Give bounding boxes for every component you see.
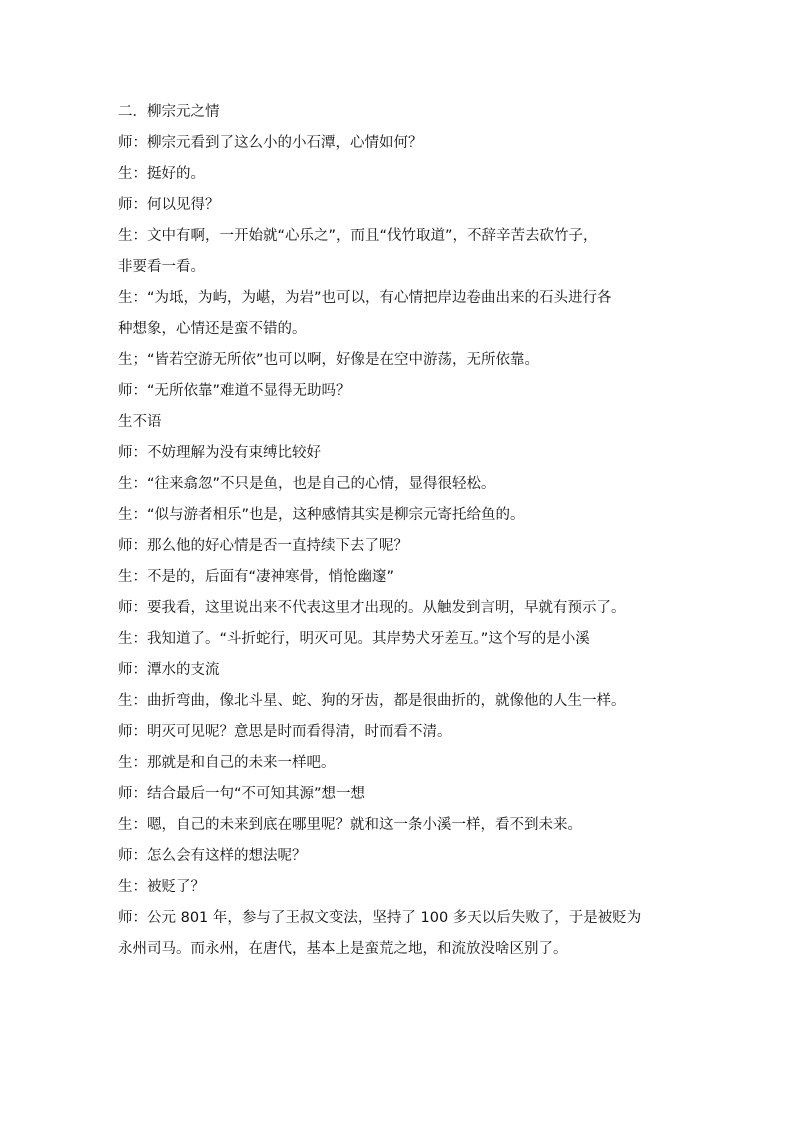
text-line: 生：嗯，自己的未来到底在哪里呢？就和这一条小溪一样，看不到未来。 [118,817,582,833]
text-line: 师：要我看，这里说出来不代表这里才出现的。从触发到言明，早就有预示了。 [118,600,626,616]
text-line: 生：“似与游者相乐”也是，这种感情其实是柳宗元寄托给鱼的。 [118,507,525,523]
text-line: 永州司马。而永州，在唐代，基本上是蛮荒之地，和流放没啥区别了。 [118,941,568,957]
section-heading: 二．柳宗元之情 [118,104,220,120]
document-body [118,97,678,965]
text-line: 师：结合最后一句“不可知其源”想一想 [118,786,366,802]
text-line: 生：挺好的。 [118,166,205,182]
text-line: 生：不是的，后面有“凄神寒骨，悄怆幽邃” [118,569,395,585]
text-line: 师：“无所依靠”难道不显得无助吗？ [118,383,351,399]
text-line: 生：“为坻，为屿，为嵁，为岩”也可以，有心情把岸边卷曲出来的石头进行各 [118,290,612,306]
text-line: 师：柳宗元看到了这么小的小石潭，心情如何？ [118,135,423,151]
text-line: 师：何以见得？ [118,197,220,213]
text-line: 生：那就是和自己的未来一样吧。 [118,755,336,771]
text-line: 生：“往来翕忽”不只是鱼，也是自己的心情，显得很轻松。 [118,476,496,492]
text-line: 生不语 [118,414,162,430]
text-line: 师：潭水的支流 [118,662,220,678]
text-line: 生；“皆若空游无所依”也可以啊，好像是在空中游荡，无所依靠。 [118,352,540,368]
text-line: 师：那么他的好心情是否一直持续下去了呢？ [118,538,408,554]
text-line: 师：不妨理解为没有束缚比较好 [118,445,321,461]
text-line: 种想象，心情还是蛮不错的。 [118,321,307,337]
text-line: 生：文中有啊，一开始就“心乐之”，而且“伐竹取道”，不辞辛苦去砍竹子， [118,228,598,244]
text-line: 非要看一看。 [118,259,205,275]
text-line: 师：怎么会有这样的想法呢？ [118,848,307,864]
text-line: 师：公元 801 年，参与了王叔文变法，坚持了 100 多天以后失败了，于是被贬为 [118,910,642,926]
text-line: 生：被贬了？ [118,879,205,895]
text-line: 生：曲折弯曲，像北斗星、蛇、狗的牙齿，都是很曲折的，就像他的人生一样。 [118,693,626,709]
text-line: 师：明灭可见呢？意思是时而看得清，时而看不清。 [118,724,452,740]
text-line: 生：我知道了。“斗折蛇行，明灭可见。其岸势犬牙差互。”这个写的是小溪 [118,631,590,647]
